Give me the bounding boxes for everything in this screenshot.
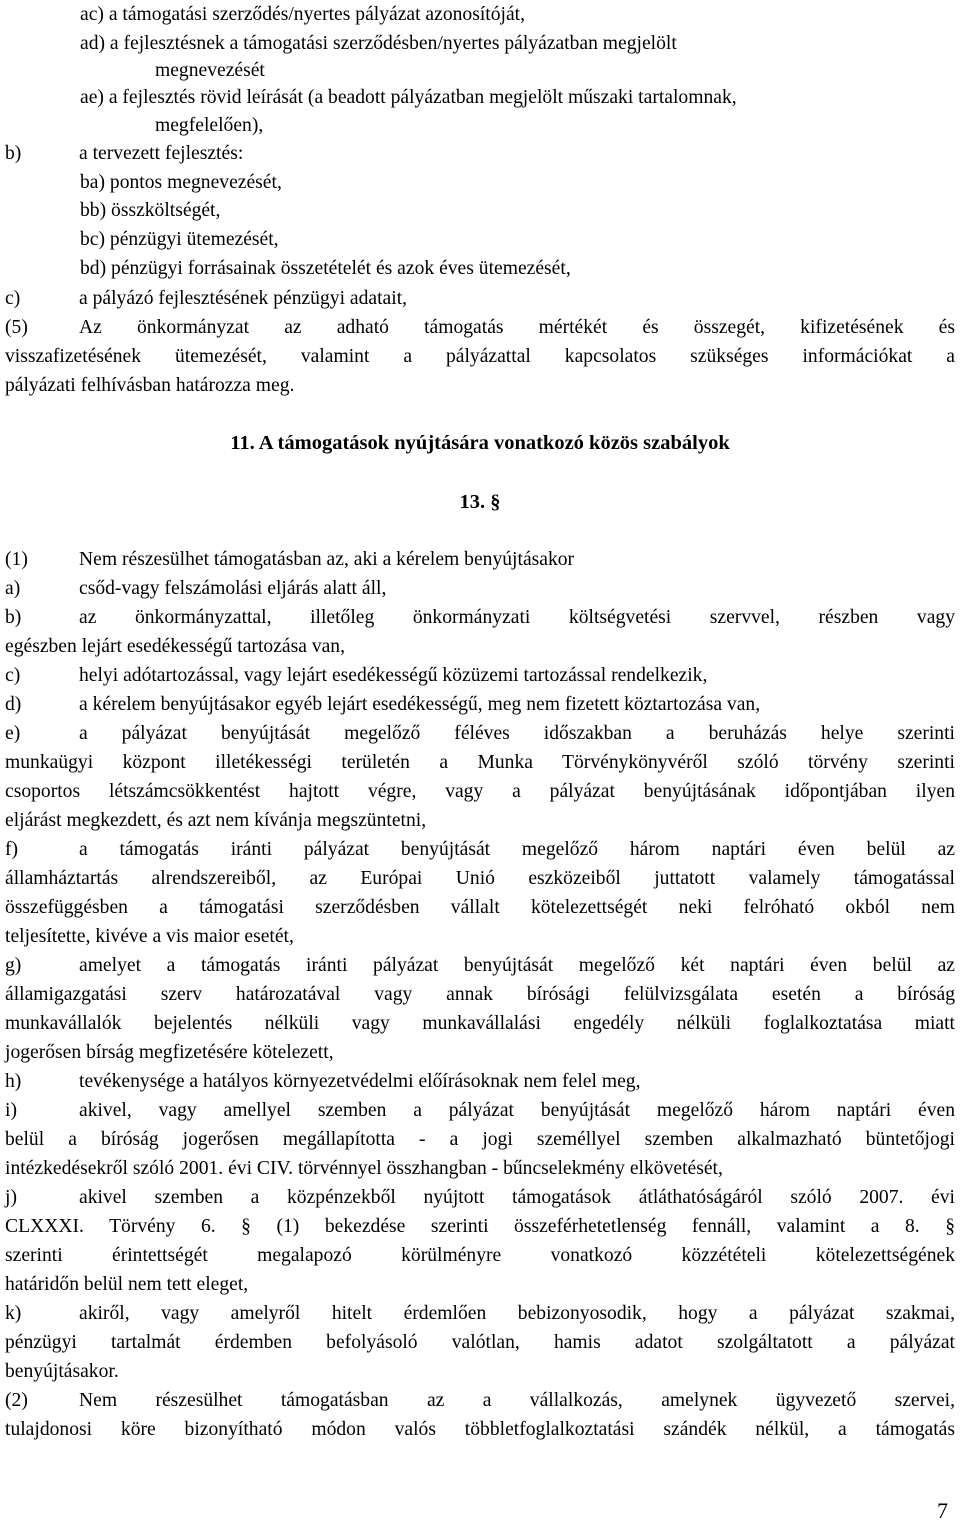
item-label: c) — [5, 288, 21, 309]
item-i-line2: belül a bíróság jogerősen megállapította - a jogi személlyel szemben alkalmazható büntetőjogi — [5, 1129, 955, 1150]
item-label: b) — [5, 143, 22, 164]
item-label: a) — [5, 578, 21, 599]
list-item-ac: ac) a támogatási szerződés/nyertes pályázat azonosítóját, — [80, 4, 526, 25]
item-e-line1 — [5, 719, 955, 748]
paragraph-5-line3: pályázati felhívásban határozza meg. — [5, 375, 295, 396]
item-label: c) — [5, 665, 21, 686]
list-item-ae: ae) a fejlesztés rövid leírását (a beadott pályázatban megjelölt műszaki tartalomnak, — [80, 87, 737, 108]
item-label: b) — [5, 607, 22, 628]
paragraph-label: (5) — [5, 317, 28, 338]
list-item-bd: bd) pénzügyi forrásainak összetételét és azok éves ütemezését, — [80, 258, 571, 279]
section-sign: § — [490, 491, 501, 513]
item-text: a kérelem benyújtásakor egyéb lejárt esedékességű, meg nem fizetett köztartozása van, — [79, 694, 761, 715]
item-label: e) — [5, 723, 21, 744]
item-e-line4: eljárást megkezdett, és azt nem kívánja megszüntetni, — [5, 810, 427, 831]
paragraph-text: Az önkormányzat az adható támogatás mértékét és összegét, kifizetésének és — [79, 317, 955, 338]
paragraph-text: Nem részesülhet támogatásban az a vállalkozás, amelynek ügyvezető szervei, — [79, 1390, 955, 1411]
item-g-line1 — [5, 951, 955, 980]
item-label: h) — [5, 1071, 22, 1092]
item-g-line4: jogerősen bírság megfizetésére kötelezett, — [5, 1042, 334, 1063]
item-label: k) — [5, 1303, 22, 1324]
paragraph-2-line1 — [5, 1386, 955, 1415]
paragraph-number-text: 13. — [459, 491, 486, 513]
item-text: akiről, vagy amelyről hitelt érdemlően bebizonyosodik, hogy a pályázat szakmai, — [79, 1303, 955, 1324]
item-a — [5, 574, 805, 603]
item-label: j) — [5, 1187, 17, 1208]
item-text: tevékenysége a hatályos környezetvédelmi előírásoknak nem felel meg, — [79, 1071, 641, 1092]
item-c — [5, 661, 955, 690]
list-item-b — [5, 139, 605, 168]
item-i-line3: intézkedésekről szóló 2001. évi CIV. törvénnyel összhangban - bűncselekmény elkövetését, — [5, 1158, 723, 1179]
list-item-bb: bb) összköltségét, — [80, 200, 221, 221]
item-h — [5, 1067, 955, 1096]
item-k-line1 — [5, 1299, 955, 1328]
item-text: amelyet a támogatás iránti pályázat benyújtását megelőző két naptári éven belül az — [79, 955, 955, 976]
item-text: az önkormányzattal, illetőleg önkormányzati költségvetési szervvel, részben vagy — [79, 607, 955, 628]
item-label: f) — [5, 839, 19, 860]
item-e-line3: csoportos létszámcsökkentést hajtott végre, vagy a pályázat benyújtásának időpontjában ilyen — [5, 781, 955, 802]
item-label: i) — [5, 1100, 17, 1121]
list-item-ad-cont: megnevezését — [155, 60, 265, 81]
item-b-line2: egészben lejárt esedékességű tartozása van, — [5, 636, 346, 657]
list-item-ae-cont: megfelelően), — [155, 115, 264, 136]
paragraph-number — [0, 487, 960, 517]
item-j-line1 — [5, 1183, 955, 1212]
item-f-line2: államháztartás alrendszereiből, az Európai Unió eszközeiből juttatott valamely támogatással — [5, 868, 955, 889]
item-f-line3: összefüggésben a támogatási szerződésben vállalt kötelezettségét neki felróható okból nem — [5, 897, 955, 918]
item-f-line1 — [5, 835, 955, 864]
item-text: a pályázó fejlesztésének pénzügyi adatait, — [79, 288, 408, 309]
page-number: 7 — [937, 1498, 948, 1523]
item-f-line4: teljesítette, kivéve a vis maior esetét, — [5, 926, 294, 947]
item-text: a támogatás iránti pályázat benyújtását megelőző három naptári éven belül az — [79, 839, 955, 860]
item-g-line2: államigazgatási szerv határozatával vagy annak bírósági felülvizsgálata esetén a bíróság — [5, 984, 955, 1005]
item-j-line2: CLXXXI. Törvény 6. § (1) bekezdése szerinti összeférhetetlenség fennáll, valamint a 8. § — [5, 1216, 955, 1237]
item-text: akivel, vagy amellyel szemben a pályázat benyújtását megelőző három naptári éven — [79, 1100, 955, 1121]
item-g-line3: munkavállalók bejelentés nélküli vagy munkavállalási engedély nélküli foglalkoztatása miatt — [5, 1013, 955, 1034]
paragraph-text: Nem részesülhet támogatásban az, aki a kérelem benyújtásakor — [79, 549, 575, 570]
list-item-c — [5, 284, 605, 313]
item-e-line2: munkaügyi központ illetékességi területén a Munka Törvénykönyvéről szóló törvény szerinti — [5, 752, 955, 773]
list-item-ba: ba) pontos megnevezését, — [80, 172, 282, 193]
item-text: csőd-vagy felszámolási eljárás alatt áll, — [79, 578, 387, 599]
paragraph-label: (2) — [5, 1390, 28, 1411]
paragraph-5-line1 — [5, 313, 955, 342]
item-b-line1 — [5, 603, 955, 632]
item-label: g) — [5, 955, 22, 976]
paragraph-label: (1) — [5, 549, 28, 570]
item-text: akivel szemben a közpénzekből nyújtott támogatások átláthatóságáról szóló 2007. évi — [79, 1187, 955, 1208]
item-text: a pályázat benyújtását megelőző féléves időszakban a beruházás helye szerinti — [79, 723, 955, 744]
item-i-line1 — [5, 1096, 955, 1125]
paragraph-2-line2: tulajdonosi köre bizonyítható módon valós többletfoglalkoztatási szándék nélkül, a támogatás — [5, 1419, 955, 1440]
section-heading: 11. A támogatások nyújtására vonatkozó közös szabályok — [230, 432, 730, 454]
list-item-bc: bc) pénzügyi ütemezését, — [80, 229, 279, 250]
item-j-line4: határidőn belül nem tett eleget, — [5, 1274, 249, 1295]
item-text: helyi adótartozással, vagy lejárt esedékességű közüzemi tartozással rendelkezik, — [79, 665, 708, 686]
item-k-line3: benyújtásakor. — [5, 1361, 119, 1382]
paragraph-1 — [5, 545, 805, 574]
item-j-line3: szerinti érintettségét megalapozó körülményre vonatkozó közzétételi kötelezettségének — [5, 1245, 955, 1266]
paragraph-5-line2: visszafizetésének ütemezését, valamint a pályázattal kapcsolatos szükséges információkat a — [5, 346, 955, 367]
item-k-line2: pénzügyi tartalmát érdemben befolyásoló valótlan, hamis adatot szolgáltatott a pályázat — [5, 1332, 955, 1353]
item-label: d) — [5, 694, 22, 715]
item-text: a tervezett fejlesztés: — [79, 143, 244, 164]
item-d — [5, 690, 955, 719]
list-item-ad: ad) a fejlesztésnek a támogatási szerződésben/nyertes pályázatban megjelölt — [80, 33, 677, 54]
